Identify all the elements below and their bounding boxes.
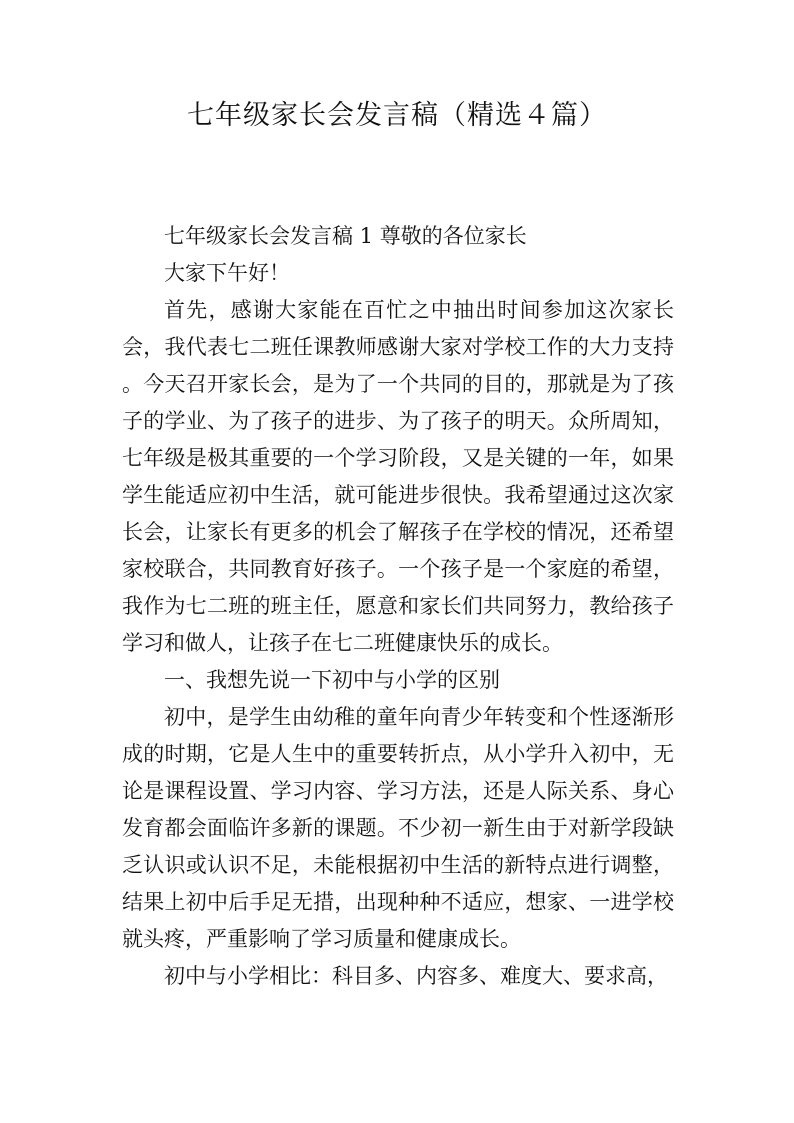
paragraph-comparison: 初中与小学相比：科目多、内容多、难度大、要求高， [164, 964, 668, 988]
document-body [122, 218, 674, 995]
paragraph-section-1: 初中，是学生由幼稚的童年向青少年转变和个性逐渐形成的时期，它是人生中的重要转折点，从小学升入初中，无论是课程设置、学习内容、学习方法，还是人际关系、身心发育都会面临许多新的课题。不少初一新生由于对新学段缺乏认识或认识不足，未能根据初中生活的新特点进行调整，结果上初中后手足无措，出现种种不适应，想家、一进学校就头疼，严重影响了学习质量和健康成长。 [122, 705, 674, 951]
paragraph-greeting: 大家下午好！ [164, 261, 290, 285]
section-heading-1: 一、我想先说一下初中与小学的区别 [164, 668, 500, 692]
paragraph-salutation: 七年级家长会发言稿 1 尊敬的各位家长 [164, 224, 527, 248]
paragraph-intro: 首先，感谢大家能在百忙之中抽出时间参加这次家长会，我代表七二班任课教师感谢大家对学校工作的大力支持 。今天召开家长会，是为了一个共同的目的，那就是为了孩子的学业、为了孩子的进步、为了孩子的明天。众所周知，七年级是极其重要的一个学习阶段，又是关键的一年，如果学生能适应初中生活，就可能进步很快。我希望通过这次家长会，让家长有更多的机会了解孩子在学校的情况，还希望家校联合，共同教育好孩子。一个孩子是一个家庭的希望，我作为七二班的班主任，愿意和家长们共同努力，教给孩子学习和做人，让孩子在七二班健康快乐的成长。 [122, 298, 674, 655]
document-title: 七年级家长会发言稿（精选４篇） [187, 100, 607, 131]
